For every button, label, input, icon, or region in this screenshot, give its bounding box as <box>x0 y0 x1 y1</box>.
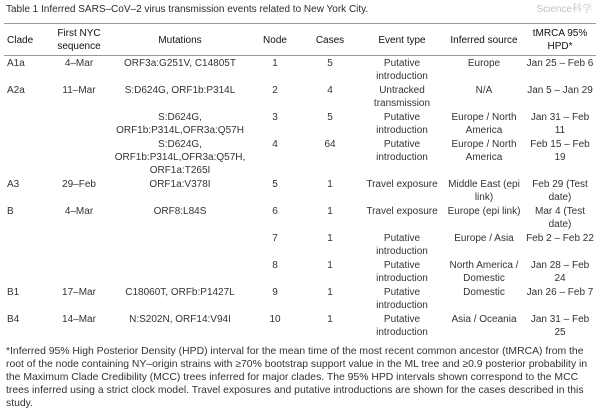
clade-cell: A1a <box>7 58 25 69</box>
mutations-cell: ORF8:L84S <box>153 206 207 217</box>
table-row <box>4 137 596 177</box>
cases-cell: 4 <box>327 85 333 96</box>
clade-cell <box>4 137 48 177</box>
tmrca-cell: Feb 2 – Feb 22 <box>526 233 594 244</box>
table-row <box>4 285 596 312</box>
header-tmrca: tMRCA 95% HPD* <box>532 28 588 52</box>
header-cases: Cases <box>315 34 345 46</box>
node-cell: 1 <box>272 58 278 69</box>
tmrca-cell: Jan 25 – Feb 6 <box>526 58 594 69</box>
tmrca-cell: Jan 31 – Feb 25 <box>530 314 590 338</box>
first-sequence-cell: 29–Feb <box>62 179 96 190</box>
tmrca-cell: Feb 29 (Test date) <box>532 179 588 203</box>
event-type-cell: Travel exposure <box>366 206 438 217</box>
clade-cell: A3 <box>7 179 20 190</box>
inferred-source-cell: Middle East (epi link) <box>448 179 520 203</box>
tmrca-cell: Jan 31 – Feb 11 <box>530 112 590 136</box>
tmrca-cell: Mar 4 (Test date) <box>534 206 585 230</box>
node-cell: 2 <box>272 85 278 96</box>
cases-cell: 64 <box>324 139 336 150</box>
clade-cell: B1 <box>7 287 20 298</box>
first-sequence-cell <box>48 110 110 137</box>
table-row <box>4 258 596 285</box>
event-type-cell: Putative introduction <box>376 139 428 163</box>
table-row <box>4 83 596 110</box>
transmission-events-table <box>4 23 596 339</box>
cases-cell: 1 <box>327 206 333 217</box>
mutations-cell: S:D624G, ORF1b:P314L,OFR3a:Q57H, ORF1a:T265I <box>114 139 246 176</box>
mutations-cell: S:D624G, ORF1b:P314L,OFR3a:Q57H <box>116 112 244 136</box>
first-sequence-cell <box>48 258 110 285</box>
event-type-cell: Putative introduction <box>376 314 428 338</box>
event-type-cell: Putative introduction <box>376 58 428 82</box>
first-sequence-cell <box>48 231 110 258</box>
node-cell: 4 <box>272 139 278 150</box>
inferred-source-cell: Europe / Asia <box>454 233 514 244</box>
header-event-type: Event type <box>378 34 426 46</box>
mutations-cell <box>110 258 250 285</box>
first-sequence-cell: 17–Mar <box>62 287 96 298</box>
node-cell: 6 <box>272 206 278 217</box>
mutations-cell: C18060T, ORFb:P1427L <box>125 287 235 298</box>
event-type-cell: Putative introduction <box>376 260 428 284</box>
first-sequence-cell: 11–Mar <box>62 85 96 96</box>
event-type-cell: Travel exposure <box>366 179 438 190</box>
clade-cell: A2a <box>7 85 25 96</box>
header-node: Node <box>263 34 287 46</box>
clade-cell <box>4 110 48 137</box>
table-footnote: *Inferred 95% High Posterior Density (HPD) interval for the mean time of the most recent common ancestor (tMRCA) from the root of the node containing NY–origin strains with ≥70% bootstrap support value in the ML tree and ≥0.9 posterior probability in the Maximum Clade Credibility (MCC) trees inferred for major clades. The 95% HPD intervals shown correspond to the MCC trees inferred using a strict clock model. Travel exposures and putative introductions are shown for the cases described in this study. <box>6 346 588 409</box>
clade-cell <box>4 231 48 258</box>
table-row <box>4 56 596 84</box>
inferred-source-cell: Europe / North America <box>451 112 517 136</box>
clade-cell <box>4 258 48 285</box>
header-row <box>4 24 596 56</box>
node-cell: 7 <box>272 233 278 244</box>
cases-cell: 1 <box>327 179 333 190</box>
event-type-cell: Untracked transmission <box>373 85 431 109</box>
table-row <box>4 204 596 231</box>
first-sequence-cell: 14–Mar <box>62 314 96 325</box>
cases-cell: 1 <box>327 233 333 244</box>
event-type-cell: Putative introduction <box>376 287 428 311</box>
event-type-cell: Putative introduction <box>376 233 428 257</box>
cases-cell: 1 <box>327 260 333 271</box>
cases-cell: 5 <box>327 58 333 69</box>
header-inferred-source: Inferred source <box>450 34 518 46</box>
tmrca-cell: Jan 26 – Feb 7 <box>526 287 594 298</box>
tmrca-cell: Jan 5 – Jan 29 <box>527 85 593 96</box>
header-clade: Clade <box>7 34 34 46</box>
header-first-nyc-sequence: First NYC sequence <box>57 28 101 52</box>
cases-cell: 1 <box>327 287 333 298</box>
first-sequence-cell: 4–Mar <box>64 206 94 217</box>
clade-cell: B4 <box>7 314 20 325</box>
tmrca-cell: Feb 15 – Feb 19 <box>530 139 590 163</box>
header-mutations: Mutations <box>158 34 202 46</box>
table-row <box>4 312 596 339</box>
tmrca-cell: Jan 28 – Feb 24 <box>530 260 590 284</box>
table-caption: Table 1 Inferred SARS–CoV–2 virus transmission events related to New York City. <box>6 4 369 15</box>
inferred-source-cell: Europe (epi link) <box>447 206 521 217</box>
mutations-cell: S:D624G, ORF1b:P314L <box>124 85 236 96</box>
clade-cell: B <box>7 206 14 217</box>
mutations-cell <box>110 231 250 258</box>
mutations-cell: N:S202N, ORF14:V94I <box>129 314 231 325</box>
first-sequence-cell <box>48 137 110 177</box>
first-sequence-cell: 4–Mar <box>64 58 94 69</box>
inferred-source-cell: Europe / North America <box>451 139 517 163</box>
event-type-cell: Putative introduction <box>376 112 428 136</box>
node-cell: 3 <box>272 112 278 123</box>
table-row <box>4 177 596 204</box>
table-row <box>4 110 596 137</box>
inferred-source-cell: Asia / Oceania <box>451 314 517 325</box>
inferred-source-cell: North America / Domestic <box>449 260 519 284</box>
inferred-source-cell: N/A <box>475 85 493 96</box>
mutations-cell: ORF3a:G251V, C14805T <box>124 58 236 69</box>
mutations-cell: ORF1a:V378I <box>149 179 211 190</box>
table-row <box>4 231 596 258</box>
node-cell: 10 <box>269 314 281 325</box>
inferred-source-cell: Domestic <box>463 287 505 298</box>
watermark: Science科学 <box>536 4 592 15</box>
cases-cell: 1 <box>327 314 333 325</box>
node-cell: 8 <box>272 260 278 271</box>
cases-cell: 5 <box>327 112 333 123</box>
node-cell: 9 <box>272 287 278 298</box>
node-cell: 5 <box>272 179 278 190</box>
inferred-source-cell: Europe <box>467 58 501 69</box>
